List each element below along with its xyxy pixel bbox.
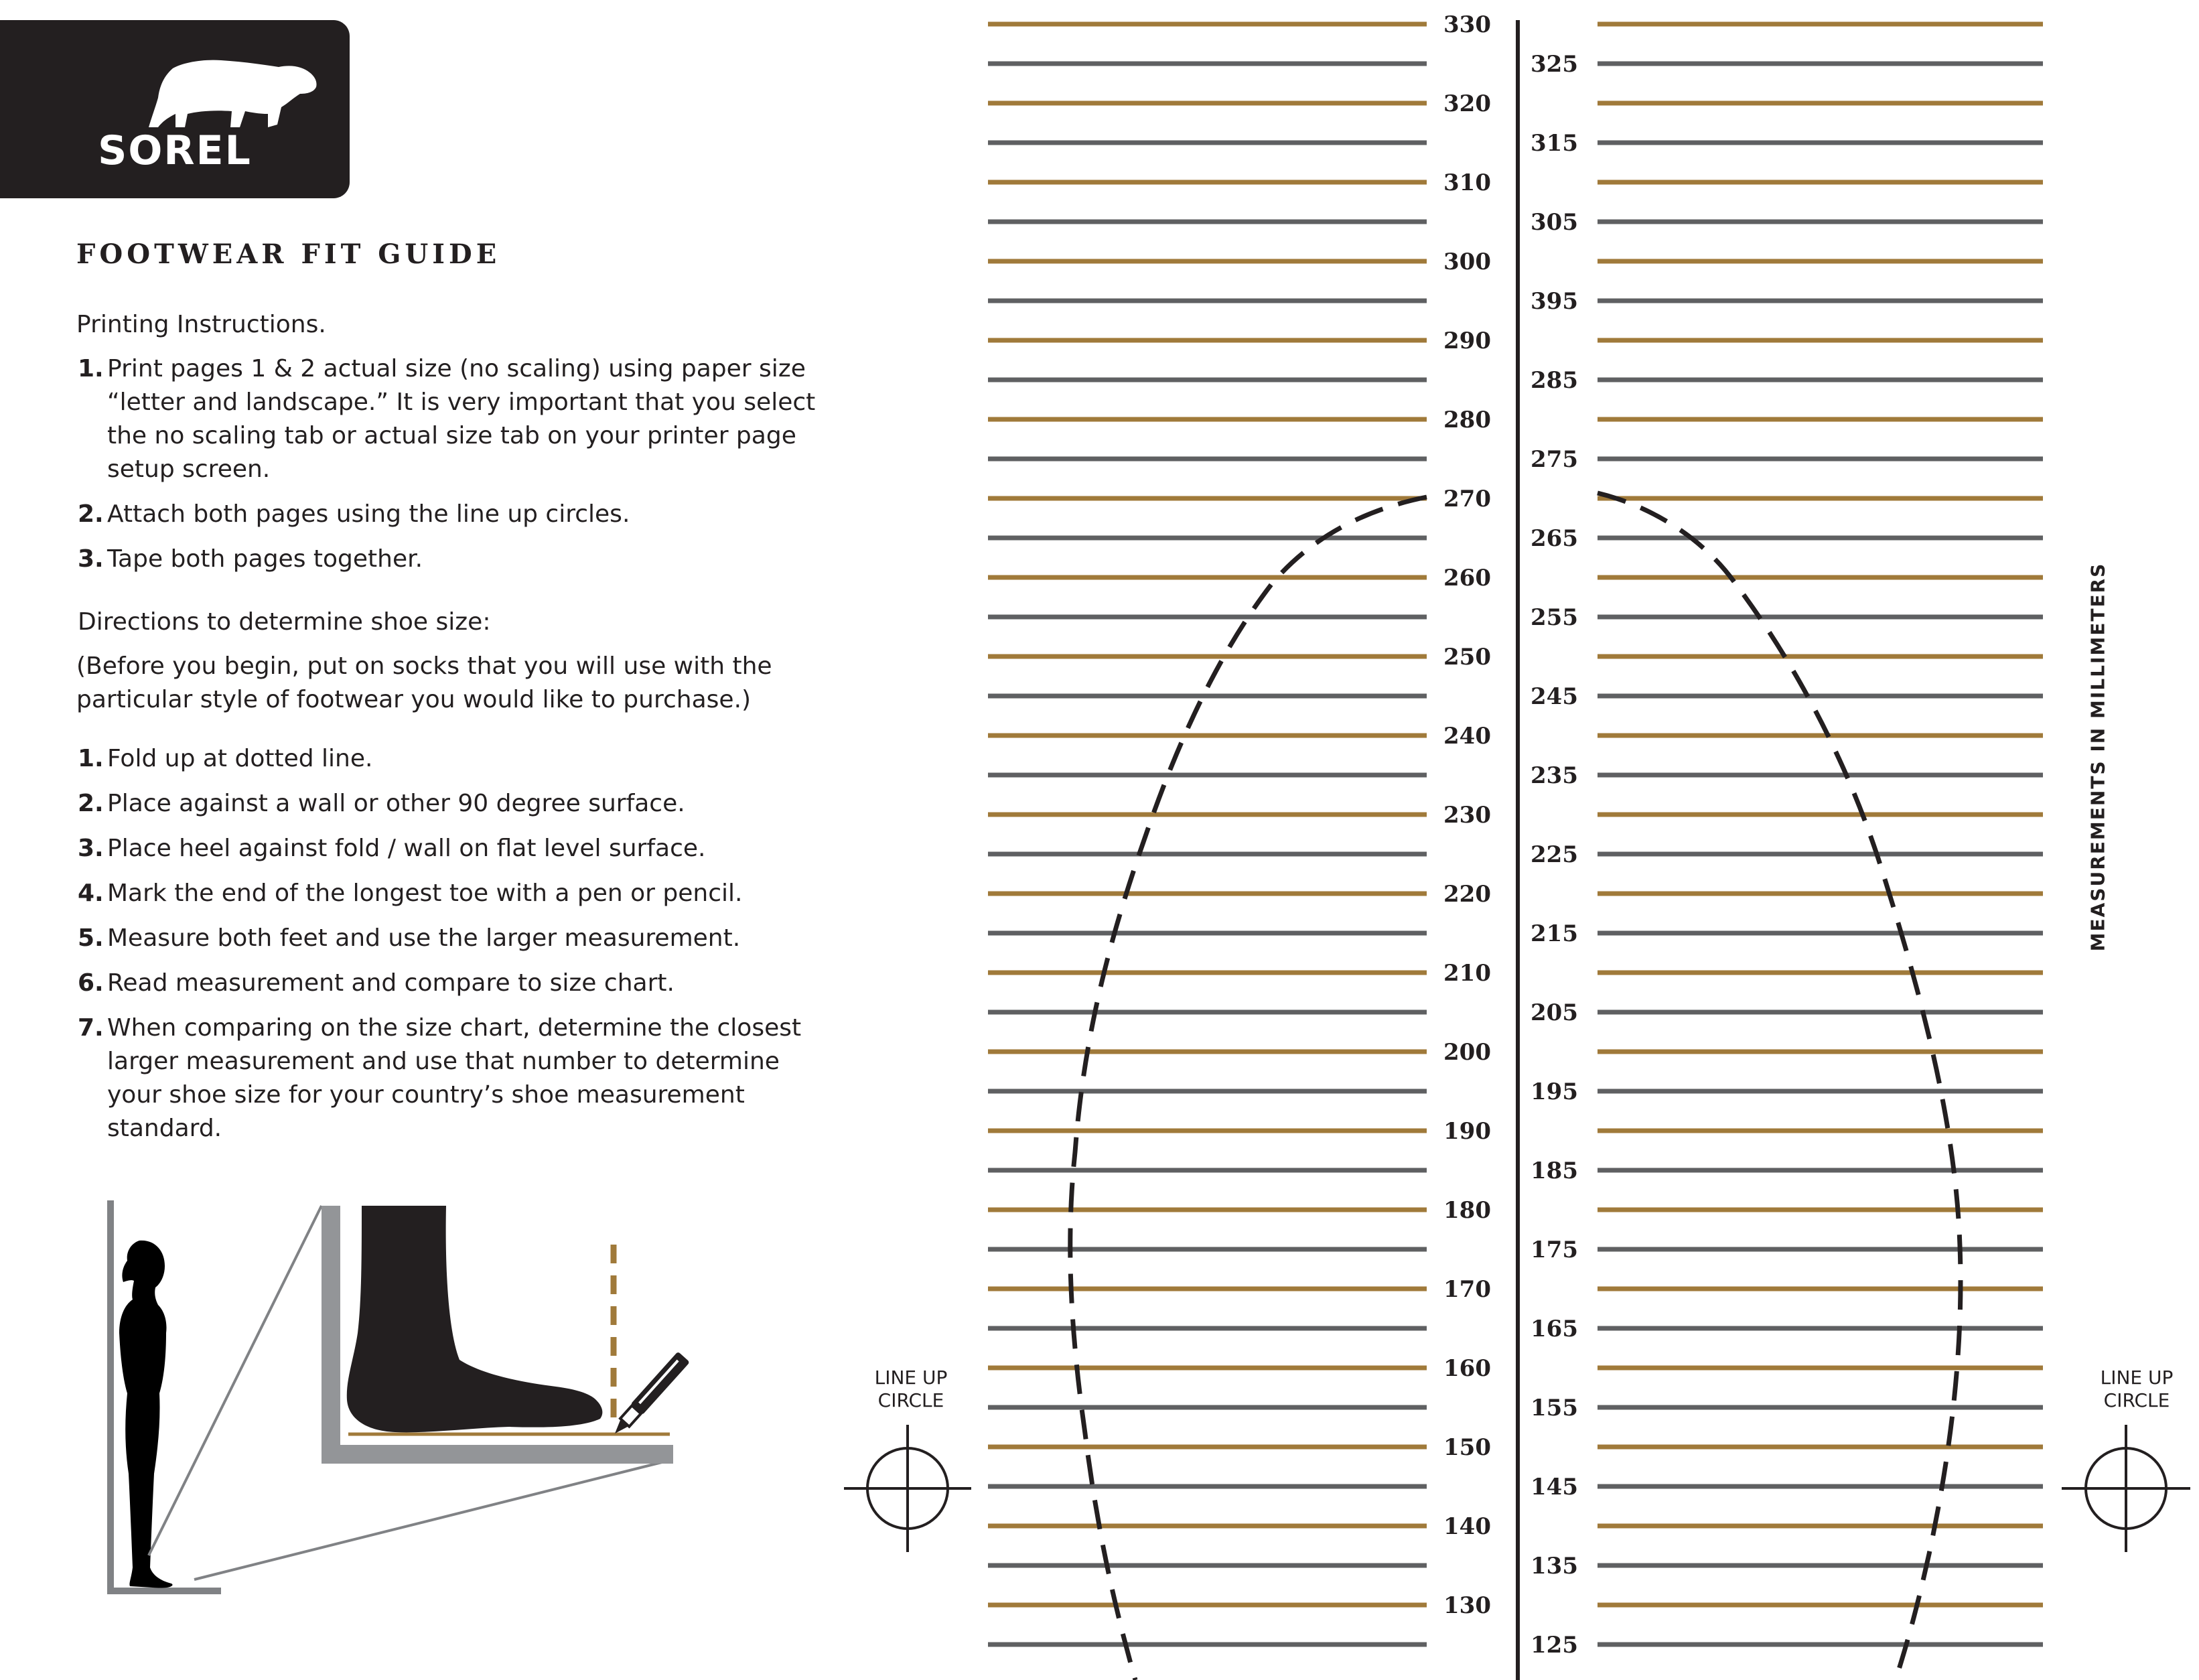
ruler-label-right: 145 [1531, 1474, 1578, 1500]
step-number: 5. [78, 924, 104, 952]
registration-circle-icon [844, 1425, 971, 1552]
step-number: 3. [78, 545, 104, 573]
ruler-lines-left [988, 24, 1427, 1644]
ruler-label-right: 195 [1531, 1078, 1578, 1105]
ruler-label-left: 240 [1443, 723, 1491, 750]
step-number: 1. [78, 745, 104, 772]
ruler-label-left: 270 [1443, 486, 1491, 512]
ruler-labels-right [1531, 51, 1578, 1659]
measurement-unit-label: MEASUREMENTS IN MILLIMETERS [2086, 562, 2109, 952]
ruler-label-left: 310 [1443, 169, 1491, 196]
step-text: Fold up at dotted line. [107, 745, 373, 772]
printing-instructions-heading: Printing Instructions. [76, 311, 326, 338]
ruler-label-left: 230 [1443, 802, 1491, 829]
ruler-label-left: 290 [1443, 328, 1491, 354]
ruler-label-left: 210 [1443, 960, 1491, 987]
ruler-label-left: 150 [1443, 1434, 1491, 1461]
ruler-label-right: 185 [1531, 1158, 1578, 1184]
ruler-label-right: 235 [1531, 762, 1578, 789]
ruler-label-left: 220 [1443, 881, 1491, 908]
directions-heading: Directions to determine shoe size: [78, 608, 491, 636]
ruler-label-right: 175 [1531, 1237, 1578, 1263]
ruler-lines-right [1598, 24, 2043, 1644]
ruler-label-right: 255 [1531, 604, 1578, 631]
step-number: 2. [78, 790, 104, 817]
foot-outline-left [1070, 497, 1427, 1680]
ruler-label-left: 320 [1443, 90, 1491, 117]
ruler-label-left: 170 [1443, 1276, 1491, 1303]
ruler-label-right: 395 [1531, 288, 1578, 315]
ruler-label-right: 315 [1531, 130, 1578, 157]
ruler-label-left: 260 [1443, 565, 1491, 591]
ruler-label-left: 190 [1443, 1118, 1491, 1145]
ruler-label-left: 160 [1443, 1355, 1491, 1382]
ruler-label-left: 300 [1443, 249, 1491, 275]
step-text: Attach both pages using the line up circles. [107, 500, 630, 528]
step-text: Measure both feet and use the larger measurement. [107, 924, 741, 952]
lineup-circle-label-right: LINE UP CIRCLE [2100, 1367, 2174, 1411]
step-text: Print pages 1 & 2 actual size (no scaling) using paper size “letter and landscape.” It is very important that you select the no scaling tab or actual size tab on your printer page setup screen. [107, 355, 816, 483]
ruler-label-left: 250 [1443, 644, 1491, 671]
step-number: 3. [78, 835, 104, 862]
ruler-label-right: 225 [1531, 841, 1578, 868]
step-text: When comparing on the size chart, determine the closest larger measurement and use that number to determine your shoe size for your country’s shoe measurement standard. [107, 1014, 802, 1142]
guide-title: FOOTWEAR FIT GUIDE [76, 238, 501, 270]
ruler-label-right: 275 [1531, 446, 1578, 473]
ruler-label-right: 265 [1531, 525, 1578, 552]
directions-note: (Before you begin, put on socks that you will use with the particular style of footwear you would like to purchase.) [76, 652, 772, 713]
ruler-label-right: 135 [1531, 1553, 1578, 1580]
ruler-label-right: 215 [1531, 920, 1578, 947]
ruler-label-right: 305 [1531, 209, 1578, 236]
ruler-label-right: 245 [1531, 683, 1578, 710]
ruler-label-right: 285 [1531, 367, 1578, 394]
ruler-label-right: 125 [1531, 1632, 1578, 1659]
step-number: 4. [78, 880, 104, 907]
ruler-label-right: 325 [1531, 51, 1578, 78]
foot-silhouette-icon [347, 1206, 603, 1432]
ruler-label-left: 140 [1443, 1513, 1491, 1540]
ruler-label-right: 155 [1531, 1395, 1578, 1421]
step-text: Tape both pages together. [107, 545, 423, 573]
ruler-label-left: 280 [1443, 407, 1491, 433]
step-text: Mark the end of the longest toe with a pen or pencil. [107, 880, 743, 907]
ruler-labels-left [1443, 11, 1491, 1619]
ruler-label-left: 130 [1443, 1592, 1491, 1619]
woman-silhouette-icon [119, 1241, 173, 1588]
ruler-label-left: 330 [1443, 11, 1491, 38]
ruler-label-right: 165 [1531, 1316, 1578, 1342]
ruler-label-left: 180 [1443, 1197, 1491, 1224]
brand-name: SOREL [98, 127, 252, 174]
registration-circle-icon [2062, 1425, 2190, 1552]
ruler-label-right: 205 [1531, 999, 1578, 1026]
foot-outline-right [1598, 493, 1961, 1680]
step-number: 2. [78, 500, 104, 528]
pen-icon [609, 1352, 690, 1440]
measuring-illustration [107, 1200, 690, 1594]
step-number: 6. [78, 969, 104, 997]
step-text: Read measurement and compare to size chart. [107, 969, 675, 997]
step-number: 1. [78, 355, 104, 382]
lineup-circle-label-left: LINE UP CIRCLE [874, 1367, 948, 1411]
step-number: 7. [78, 1014, 104, 1042]
step-text: Place against a wall or other 90 degree surface. [107, 790, 685, 817]
ruler-label-left: 200 [1443, 1039, 1491, 1066]
step-text: Place heel against fold / wall on flat level surface. [107, 835, 706, 862]
